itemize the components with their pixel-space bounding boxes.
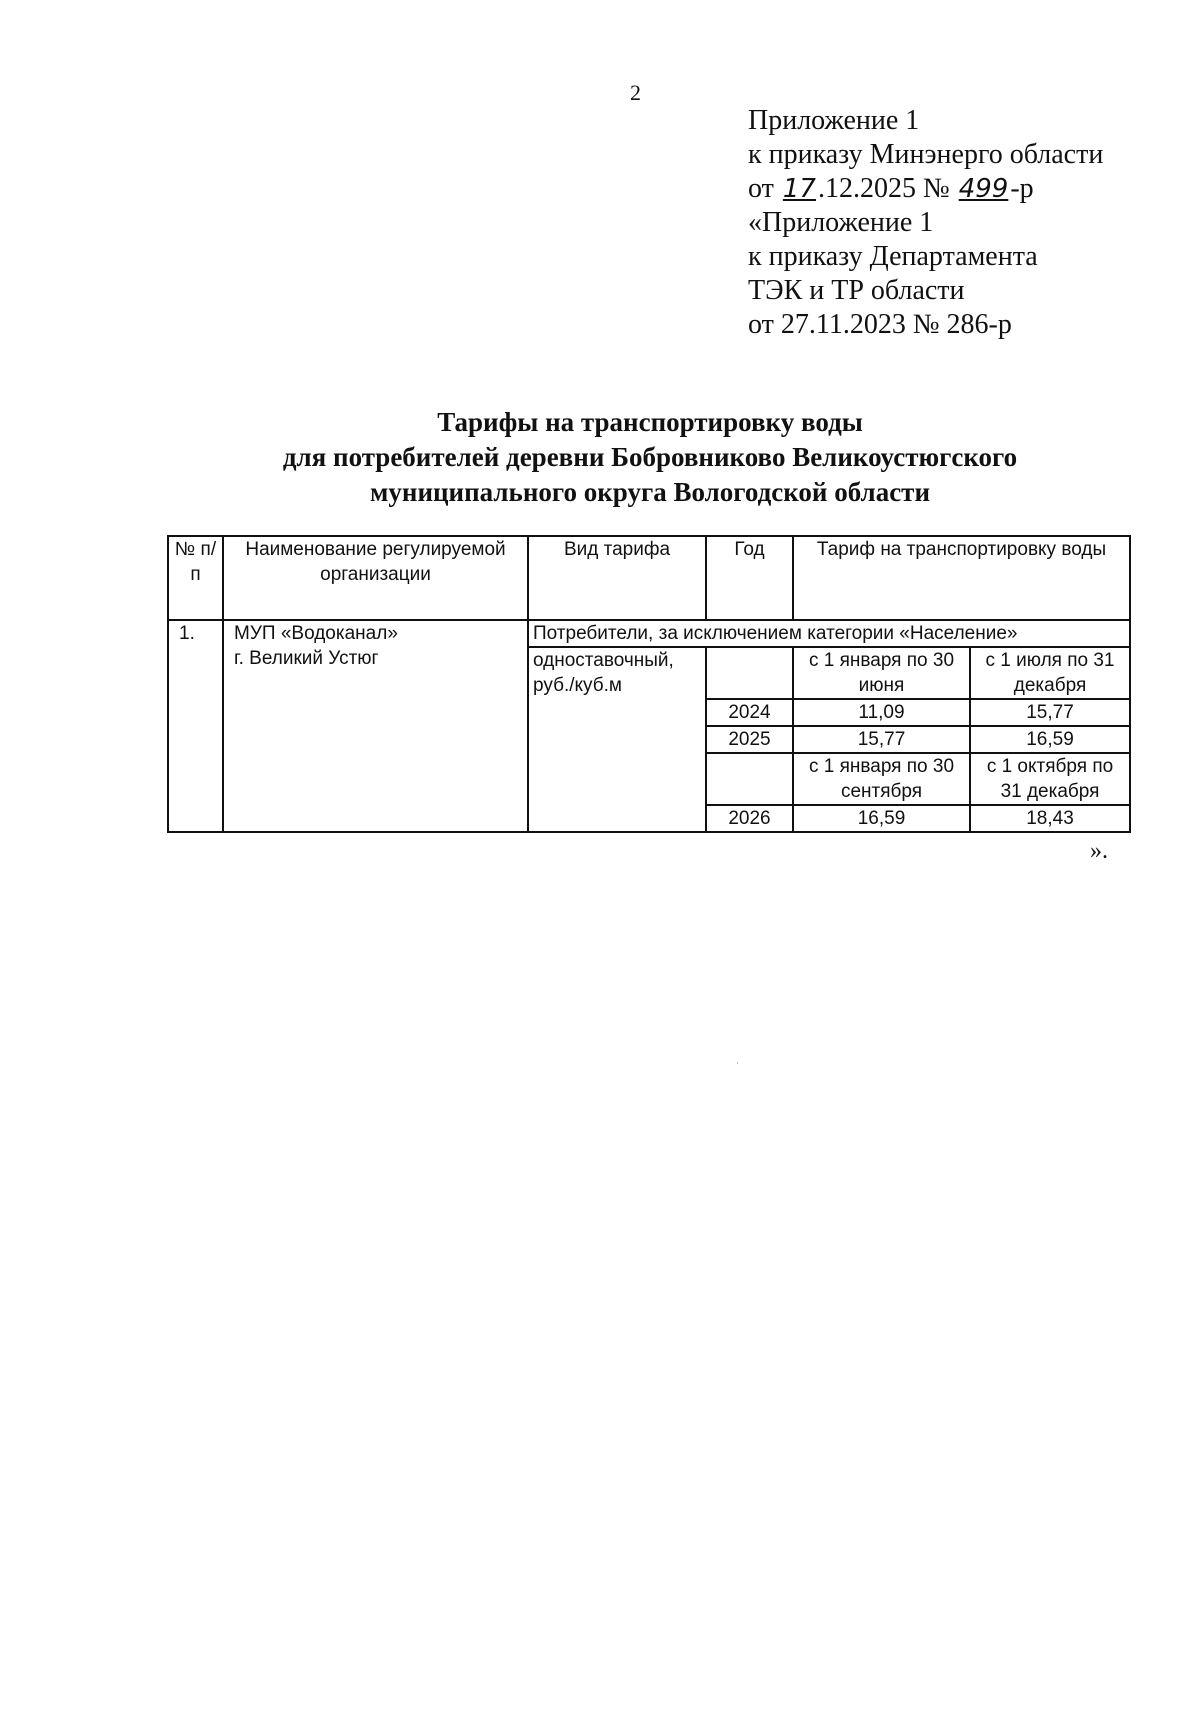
table-header-row: [168, 536, 1130, 620]
title-line: для потребителей деревни Бобровниково Великоустюгского: [282, 442, 1018, 472]
annex-line: к приказу Департамента: [748, 241, 1038, 272]
period-1-col2: с 1 июля по 31 декабря: [970, 647, 1130, 699]
year-cell-empty: [706, 647, 793, 699]
period-2-col1: с 1 января по 30 сентября: [793, 753, 970, 805]
header-type: Вид тарифа: [528, 536, 706, 620]
header-year: Год: [706, 536, 793, 620]
year-cell: 2026: [706, 805, 793, 832]
annex-order-date-line: [748, 172, 1103, 206]
table-row: [168, 620, 1130, 647]
tariff-value: 16,59: [793, 805, 970, 832]
annex-line: от 27.11.2023 № 286-р: [748, 309, 1012, 340]
handwritten-day: 17: [782, 174, 816, 204]
header-num: № п/п: [168, 536, 223, 620]
header-org: Наименование регулируемой организации: [223, 536, 528, 620]
annex-middle: .12.2025 №: [817, 173, 957, 204]
annex-line: ТЭК и ТР области: [748, 275, 965, 306]
annex-line: к приказу Минэнерго области: [748, 139, 1104, 170]
annex-prefix: от: [748, 173, 781, 204]
annex-suffix: -р: [1010, 173, 1034, 204]
period-1-col1: с 1 января по 30 июня: [793, 647, 970, 699]
tariff-value: 18,43: [970, 805, 1130, 832]
year-cell: 2025: [706, 726, 793, 753]
scan-speck: [737, 1062, 738, 1064]
organization-cell: [223, 620, 528, 832]
row-number: 1.: [168, 620, 223, 832]
org-city: г. Великий Устюг: [234, 648, 379, 669]
period-2-col2: с 1 октября по 31 декабря: [970, 753, 1130, 805]
closing-quote: ».: [1090, 838, 1108, 864]
document-title: [150, 405, 1150, 510]
title-line: Тарифы на транспортировку воды: [437, 407, 863, 437]
page-number: 2: [630, 80, 641, 105]
tariff-value: 15,77: [793, 726, 970, 753]
tariff-value: 15,77: [970, 699, 1130, 726]
tariff-type: одноставочный, руб./куб.м: [528, 647, 706, 832]
year-cell: 2024: [706, 699, 793, 726]
consumer-category: Потребители, за исключением категории «Население»: [528, 620, 1130, 647]
tariff-value: 11,09: [793, 699, 970, 726]
tariff-table: [167, 535, 1131, 833]
annex-header: [748, 104, 1103, 342]
tariff-value: 16,59: [970, 726, 1130, 753]
handwritten-number: 499: [958, 174, 1009, 204]
annex-line: «Приложение 1: [748, 207, 934, 238]
annex-line: Приложение 1: [748, 105, 920, 136]
title-line: муниципального округа Вологодской области: [370, 477, 930, 507]
year-cell-empty: [706, 753, 793, 805]
org-name: МУП «Водоканал»: [234, 623, 398, 644]
header-tariff: Тариф на транспортировку воды: [793, 536, 1130, 620]
